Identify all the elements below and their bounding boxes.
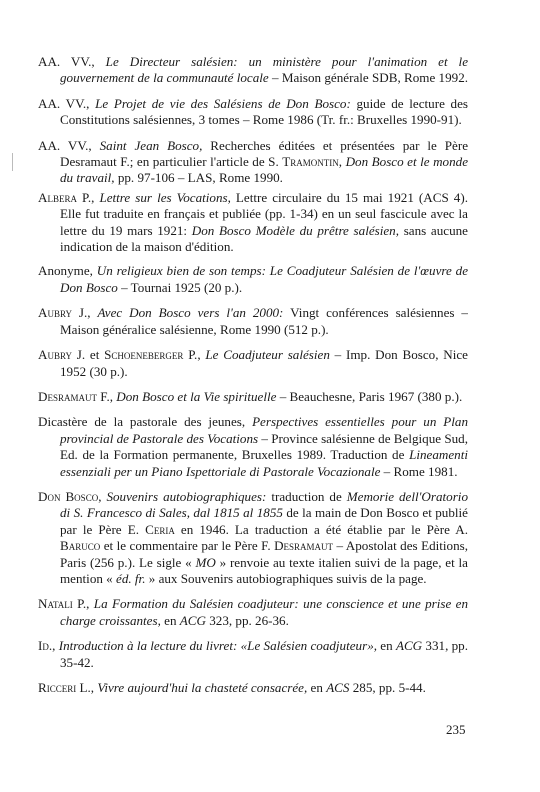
- entry-text: » aux Souvenirs autobiographiques suivis de la page.: [145, 570, 427, 586]
- entry-title-text: Don Bosco et le monde du travail,: [60, 154, 469, 186]
- entry-author-text: Ricceri: [38, 680, 77, 695]
- entry-text: F.,: [96, 388, 117, 404]
- entry-author-text: Don: [38, 488, 61, 504]
- entry-title-text: Lineamenti essenziali per un Piano Ispettoriale di Pastorale Vocazionale: [60, 447, 468, 479]
- entry-text: Vingt conférences salésiennes – Maison généralice salésienne, Rome 1990 (512 p.).: [60, 305, 468, 337]
- entry-text: – Apostolat des Editions, Paris (256 p.). Le sigle «: [60, 538, 469, 570]
- entry-text: Recherches éditées et présentées par le Père Desramaut F.; en particulier l'article de S.: [60, 137, 469, 170]
- bibliography-entry: [38, 596, 468, 629]
- bibliography-list: [38, 54, 468, 705]
- entry-title-text: Souvenirs autobiographiques:: [106, 488, 267, 504]
- entry-text: – Province salésienne de Belgique Sud, Ed. de la Formation permanente, Bruxelles 1989. Traduction de: [60, 430, 469, 463]
- entry-title-text: Le Projet de vie des Salésiens de Don Bosco:: [95, 95, 351, 111]
- entry-title-text: Don Bosco Modèle du prêtre salésien,: [191, 222, 400, 238]
- entry-text: – Rome 1981.: [380, 463, 458, 479]
- entry-author-text: Desramaut: [38, 388, 97, 404]
- entry-text: de la main de Don Bosco et publié par le Père E.: [60, 505, 468, 537]
- entry-title-text: Vivre aujourd'hui la chasteté consacrée,: [97, 680, 308, 695]
- bibliography-entry: [38, 263, 468, 296]
- entry-text: en: [377, 638, 396, 654]
- bibliography-entry: [38, 680, 468, 696]
- entry-author-text: Baruco: [60, 538, 101, 554]
- entry-title-text: Lettre sur les Vocations,: [99, 189, 231, 205]
- entry-title-text: Avec Don Bosco vers l'an 2000:: [97, 305, 284, 321]
- entry-author-text: Bosco,: [65, 488, 102, 504]
- bibliography-entry: [38, 414, 468, 480]
- entry-author-text: Aubry: [38, 347, 72, 363]
- bibliography-entry: [38, 389, 468, 405]
- entry-text: guide de lecture des Constitutions salésiennes, 3 tomes – Rome 1986 (Tr. fr.: Bruxelles 1990-91).: [60, 95, 468, 128]
- entry-text: AA. VV.,: [38, 137, 100, 153]
- entry-title-text: ACS: [326, 680, 350, 695]
- entry-author-text: Aubry: [38, 305, 72, 321]
- entry-title-text: Perspectives essentielles pour un Plan provincial de Pastorale des Vocations: [60, 414, 469, 446]
- entry-text: Lettre circulaire du 15 mai 1921 (ACS 4). Elle fut traduite en français et publiée (pp. 1-34) en un seul fascicule avec la lettre du 19 mars 1921:: [60, 189, 468, 238]
- bibliography-entry: [38, 638, 468, 671]
- entry-author-text: Tramontin,: [282, 154, 343, 170]
- bibliography-entry: [38, 96, 468, 129]
- entry-text: 331, pp. 35-42.: [60, 638, 468, 670]
- entry-text: 285, pp. 5-44.: [349, 680, 426, 695]
- entry-author-text: Desramaut: [274, 538, 334, 554]
- entry-author-text: Natali: [38, 596, 73, 612]
- entry-author-text: Schoeneberger: [104, 347, 184, 363]
- entry-text: et le commentaire par le Père F.: [100, 538, 275, 554]
- entry-text: en 1946. La traduction a été établie par le Père A.: [174, 521, 468, 537]
- entry-text: P.,: [183, 347, 206, 363]
- margin-rule: [12, 153, 13, 171]
- entry-title-text: Memorie dell'Oratorio di S. Francesco di Sales, dal 1815 al 1855: [60, 488, 468, 521]
- entry-text: Anonyme,: [38, 263, 97, 279]
- entry-title-text: MO: [195, 554, 216, 570]
- entry-text: 323, pp. 26-36.: [205, 612, 289, 628]
- entry-text: P.,: [72, 596, 94, 612]
- entry-author-text: Ceria: [145, 521, 175, 537]
- bibliography-entry: [38, 305, 468, 338]
- entry-text: traduction de: [266, 488, 347, 504]
- bibliography-entry: [38, 138, 468, 187]
- entry-title-text: Le Directeur salésien: un ministère pour l'animation et le gouvernement de la communauté locale: [60, 54, 469, 86]
- bibliography-entry: [38, 190, 468, 256]
- entry-text: – Maison générale SDB, Rome 1992.: [268, 70, 469, 86]
- entry-text: en: [307, 680, 327, 695]
- bibliography-entry: [38, 347, 468, 380]
- entry-text: AA. VV.,: [38, 95, 96, 111]
- page-number: 235: [446, 722, 466, 737]
- entry-text: – Beauchesne, Paris 1967 (380 p.).: [276, 388, 463, 404]
- entry-title-text: Introduction à la lecture du livret: «Le Salésien coadjuteur»,: [58, 638, 378, 654]
- entry-text: en: [160, 612, 180, 628]
- entry-title-text: Don Bosco et la Vie spirituelle: [116, 388, 277, 404]
- entry-author-text: Albera P.,: [38, 189, 100, 205]
- entry-title-text: Un religieux bien de son temps: Le Coadjuteur Salésien de l'œuvre de Don Bosco: [60, 263, 469, 295]
- entry-text: pp. 97-106 – LAS, Rome 1990.: [114, 170, 283, 186]
- entry-title-text: Saint Jean Bosco,: [99, 137, 203, 153]
- entry-title-text: ACG: [179, 612, 206, 628]
- bibliography-entry: [38, 54, 468, 87]
- entry-text: AA. VV.,: [38, 54, 106, 69]
- bibliography-entry: [38, 489, 468, 587]
- entry-title-text: éd. fr.: [116, 570, 146, 586]
- entry-text: – Imp. Don Bosco, Nice 1952 (30 p.).: [60, 347, 468, 379]
- entry-text: sans aucune indication de la maison d'édition.: [60, 222, 468, 255]
- entry-text: J. et: [71, 347, 105, 363]
- entry-text: » renvoie au texte italien suivi de la page, et la mention «: [60, 554, 468, 586]
- entry-title-text: Le Coadjuteur salésien: [205, 347, 330, 363]
- entry-title-text: ACG: [395, 638, 423, 654]
- entry-title-text: La Formation du Salésien coadjuteur: une conscience et une prise en charge croissantes,: [60, 596, 468, 628]
- entry-author-text: Id.,: [38, 638, 56, 654]
- entry-text: – Tournai 1925 (20 p.).: [117, 279, 243, 295]
- entry-text: L.,: [76, 680, 98, 695]
- entry-text: J.,: [71, 305, 98, 321]
- entry-text: Dicastère de la pastorale des jeunes,: [38, 414, 253, 430]
